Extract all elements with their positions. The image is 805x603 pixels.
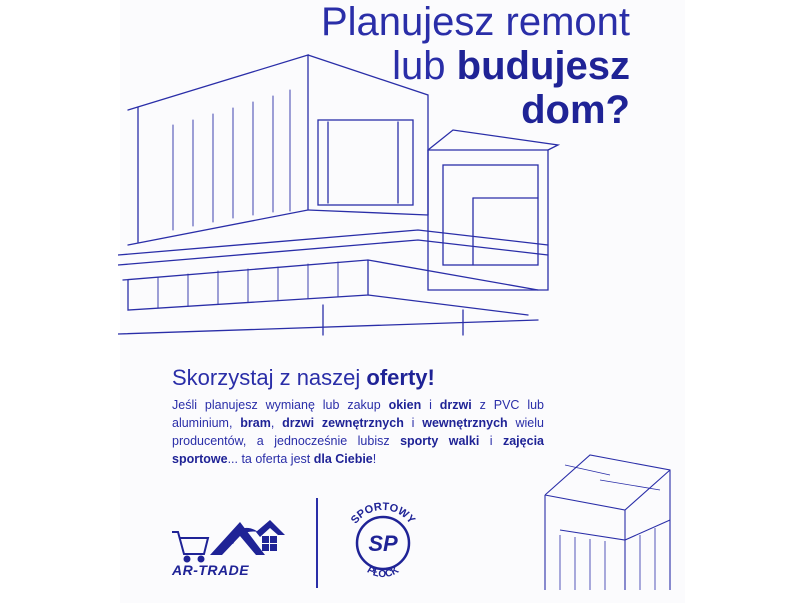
offer-title-bold: oferty! — [366, 365, 435, 390]
headline-line-2 — [321, 44, 630, 88]
offer-text-part: i — [421, 398, 440, 412]
logo-mark: SP — [368, 531, 398, 556]
offer-description — [172, 396, 544, 468]
offer-highlight: dla Ciebie — [313, 452, 373, 466]
headline-line-2-regular: lub — [392, 44, 457, 88]
shopping-cart-icon — [172, 532, 208, 562]
offer-highlight: sporty walki — [400, 434, 480, 448]
offer-text-part: i — [403, 416, 423, 430]
small-building-sketch-illustration — [530, 440, 680, 600]
offer-highlight: wewnętrznych — [422, 416, 508, 430]
offer-text-part: z PVC lub aluminium, — [172, 398, 545, 430]
offer-text-part: ! — [372, 452, 377, 466]
offer-highlight: drzwi zewnętrznych — [282, 416, 404, 430]
ar-trade-logo — [170, 510, 290, 565]
offer-highlight: okien — [388, 398, 422, 412]
page-headline — [321, 0, 630, 132]
offer-highlight: bram — [240, 416, 271, 430]
offer-text-part: i — [479, 434, 503, 448]
offer-text-part: Jeśli planujesz wymianę lub zakup — [172, 398, 389, 412]
offer-highlight: drzwi — [439, 398, 472, 412]
logo-top-text: SPORTOWY — [348, 500, 418, 527]
sportowy-plock-logo — [338, 498, 428, 588]
logo-divider — [316, 498, 318, 588]
offer-title-regular: Skorzystaj z naszej — [172, 365, 367, 390]
headline-line-2-bold: budujesz — [456, 44, 630, 88]
offer-title — [172, 365, 435, 391]
headline-line-1: Planujesz remont — [320, 0, 630, 44]
offer-text-part: , — [270, 416, 283, 430]
headline-line-3: dom? — [521, 88, 630, 132]
offer-text-part: ... ta oferta jest — [227, 452, 314, 466]
logo-bottom-text: PŁOCK — [365, 564, 401, 581]
offer-highlight: zajęcia sportowe — [172, 434, 544, 466]
house-roof-icon — [210, 520, 285, 555]
ar-trade-wordmark: AR-TRADE — [172, 562, 250, 578]
offer-text-part: wielu producentów, a jednocześnie lubisz — [172, 416, 544, 448]
